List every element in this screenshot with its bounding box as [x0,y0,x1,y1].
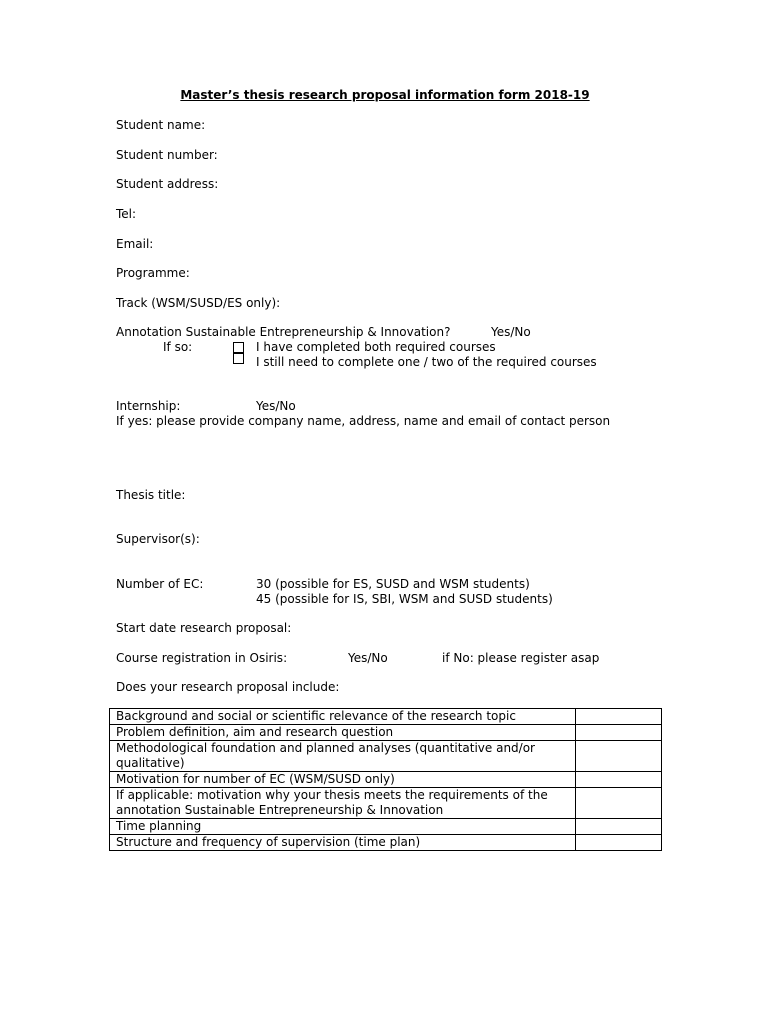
table-row [110,835,662,851]
checklist-item: Problem definition, aim and research question [110,725,576,741]
checklist-answer-cell[interactable] [576,725,662,741]
table-row [110,741,662,772]
checklist-answer-cell[interactable] [576,835,662,851]
table-row [110,819,662,835]
proposal-checklist-table [109,708,662,851]
internship-yes-no: Yes/No [256,399,296,413]
checklist-item: Time planning [110,819,576,835]
includes-question: Does your research proposal include: [116,680,340,694]
table-row [110,772,662,788]
annotation-yes-no: Yes/No [491,325,531,339]
checklist-answer-cell[interactable] [576,709,662,725]
student-number-label: Student number: [116,148,218,162]
email-label: Email: [116,237,154,251]
annotation-question: Annotation Sustainable Entrepreneurship & Innovation? [116,325,451,339]
checklist-answer-cell[interactable] [576,819,662,835]
student-name-label: Student name: [116,118,206,132]
still-need-courses-checkbox[interactable] [233,353,244,364]
student-address-label: Student address: [116,177,219,191]
table-row [110,709,662,725]
completed-courses-checkbox[interactable] [233,342,244,353]
tel-label: Tel: [116,207,137,221]
checklist-item: Methodological foundation and planned analyses (quantitative and/or qualitative) [110,741,576,772]
internship-if-yes: If yes: please provide company name, address, name and email of contact person [116,414,611,428]
form-title: Master’s thesis research proposal information form 2018-19 [180,88,590,102]
programme-label: Programme: [116,266,190,280]
thesis-title-label: Thesis title: [116,488,186,502]
supervisors-label: Supervisor(s): [116,532,200,546]
checklist-answer-cell[interactable] [576,772,662,788]
checklist-answer-cell[interactable] [576,741,662,772]
checklist-item: Background and social or scientific relevance of the research topic [110,709,576,725]
table-row [110,788,662,819]
osiris-if-no: if No: please register asap [442,651,600,665]
still-need-courses-label: I still need to complete one / two of the required courses [256,355,597,369]
start-date-label: Start date research proposal: [116,621,292,635]
completed-courses-label: I have completed both required courses [256,340,496,354]
osiris-yes-no: Yes/No [348,651,388,665]
checklist-item: If applicable: motivation why your thesis meets the requirements of the annotation Sustainable Entrepreneurship & Innovation [110,788,576,819]
checklist-item: Motivation for number of EC (WSM/SUSD only) [110,772,576,788]
ec-label: Number of EC: [116,577,204,591]
osiris-label: Course registration in Osiris: [116,651,288,665]
ec-option-45: 45 (possible for IS, SBI, WSM and SUSD students) [256,592,553,606]
checklist-item: Structure and frequency of supervision (time plan) [110,835,576,851]
ec-option-30: 30 (possible for ES, SUSD and WSM students) [256,577,530,591]
table-row [110,725,662,741]
checklist-answer-cell[interactable] [576,788,662,819]
annotation-if-so: If so: [163,340,193,354]
internship-label: Internship: [116,399,181,413]
track-label: Track (WSM/SUSD/ES only): [116,296,281,310]
